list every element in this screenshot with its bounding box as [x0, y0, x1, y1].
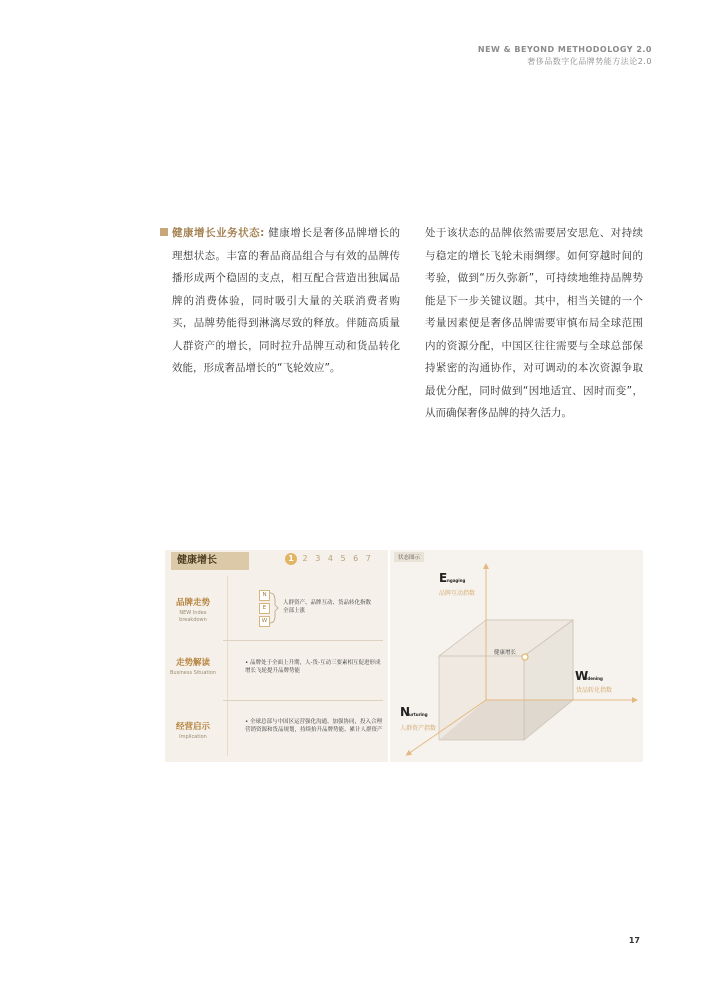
- vertical-divider: [227, 576, 228, 756]
- state-diagram-panel: [390, 550, 643, 762]
- step-5: 5: [340, 554, 346, 563]
- letter-e-box: E: [259, 603, 270, 614]
- row-label-en: Implication: [179, 734, 207, 740]
- right-column: [425, 222, 643, 425]
- engaging-cn: 品牌互动指数: [439, 590, 476, 597]
- step-active: 1: [285, 553, 297, 565]
- brace-icon: [269, 592, 279, 624]
- nurturing-cn: 人群资产指数: [400, 725, 437, 732]
- square-bullet-icon: [160, 228, 168, 236]
- row-divider: [223, 640, 383, 641]
- header-title-cn: 奢侈品数字化品牌势能方法论2.0: [527, 57, 652, 66]
- right-body-text: 处于该状态的品牌依然需要居安思危、对持续与稳定的增长飞轮未雨绸缪。如何穿越时间的考验，做到“历久弥新”，可持续地维持品牌势能是下一步关键议题。其中，相当关键的一个考量因素便是奢侈品牌需要审慎布局全球范围内的资源分配，中国区往往需要与全球总部保持紧密的沟通协作，对可调动的本次资源争取最优分配，同时做到“因地适宜、因时而变”，从而确保奢侈品牌的持久活力。: [425, 227, 643, 419]
- nurturing-letter: N: [400, 705, 411, 719]
- panel-title: 健康增长: [171, 552, 249, 570]
- engaging-rest: ngaging: [447, 578, 466, 583]
- header-title-en: NEW & BEYOND METHODOLOGY 2.0: [477, 45, 652, 54]
- left-column: [172, 222, 400, 380]
- step-7: 7: [365, 554, 371, 563]
- row-label-cn: 品牌走势: [175, 598, 210, 608]
- row-label-cn: 走势解读: [175, 658, 210, 668]
- step-indicator: [285, 553, 376, 565]
- left-body-text: 健康增长是奢侈品牌增长的理想状态。丰富的奢品商品组合与有效的品牌传播形成两个稳固的支点，相互配合营造出独属品牌的消费体验，同时吸引大量的关联消费者购买，品牌势能得到淋漓尽致的释放。伴随高质量人群资产的增长，同时拉升品牌互动和货品转化效能，形成奢品增长的“飞轮效应”。: [172, 227, 400, 374]
- row-divider: [223, 700, 383, 701]
- widening-letter: W: [575, 669, 589, 683]
- state-diagram: [390, 550, 643, 762]
- summary-panel: [165, 550, 388, 762]
- section-lead: 健康增长业务状态:: [172, 227, 265, 239]
- row-label-en: NEW Index breakdown: [179, 610, 207, 623]
- widening-rest: idening: [586, 676, 603, 681]
- letter-w-box: W: [259, 616, 270, 627]
- diagram-tag: 状态图示: [394, 552, 424, 562]
- page-header: [478, 44, 652, 68]
- health-growth-point: [522, 654, 528, 660]
- step-3: 3: [315, 554, 321, 563]
- step-6: 6: [353, 554, 359, 563]
- row-text: 人群资产、品牌互动、货品转化指数全部上涨: [283, 600, 372, 614]
- widening-cn: 货品转化指数: [576, 687, 613, 694]
- row-text: • 全球总部与中国区运营强化沟通、加强协同，投入合理营销资源和货品规划，持续抬升品牌势能、累计人群资产: [245, 719, 383, 733]
- engaging-letter: E: [439, 571, 448, 585]
- step-2: 2: [302, 554, 308, 563]
- page-number: 17: [628, 936, 640, 945]
- nurturing-rest: urturing: [409, 712, 428, 717]
- row-text: • 品牌处于全面上升期，人-货-互动三要素相互促进形成增长飞轮提升品牌势能: [245, 660, 381, 674]
- row-label-cn: 经营启示: [175, 722, 210, 732]
- point-label: 健康增长: [494, 650, 517, 656]
- row-label-en: Business Situation: [170, 670, 216, 676]
- letter-n-box: N: [259, 590, 270, 601]
- step-4: 4: [327, 554, 333, 563]
